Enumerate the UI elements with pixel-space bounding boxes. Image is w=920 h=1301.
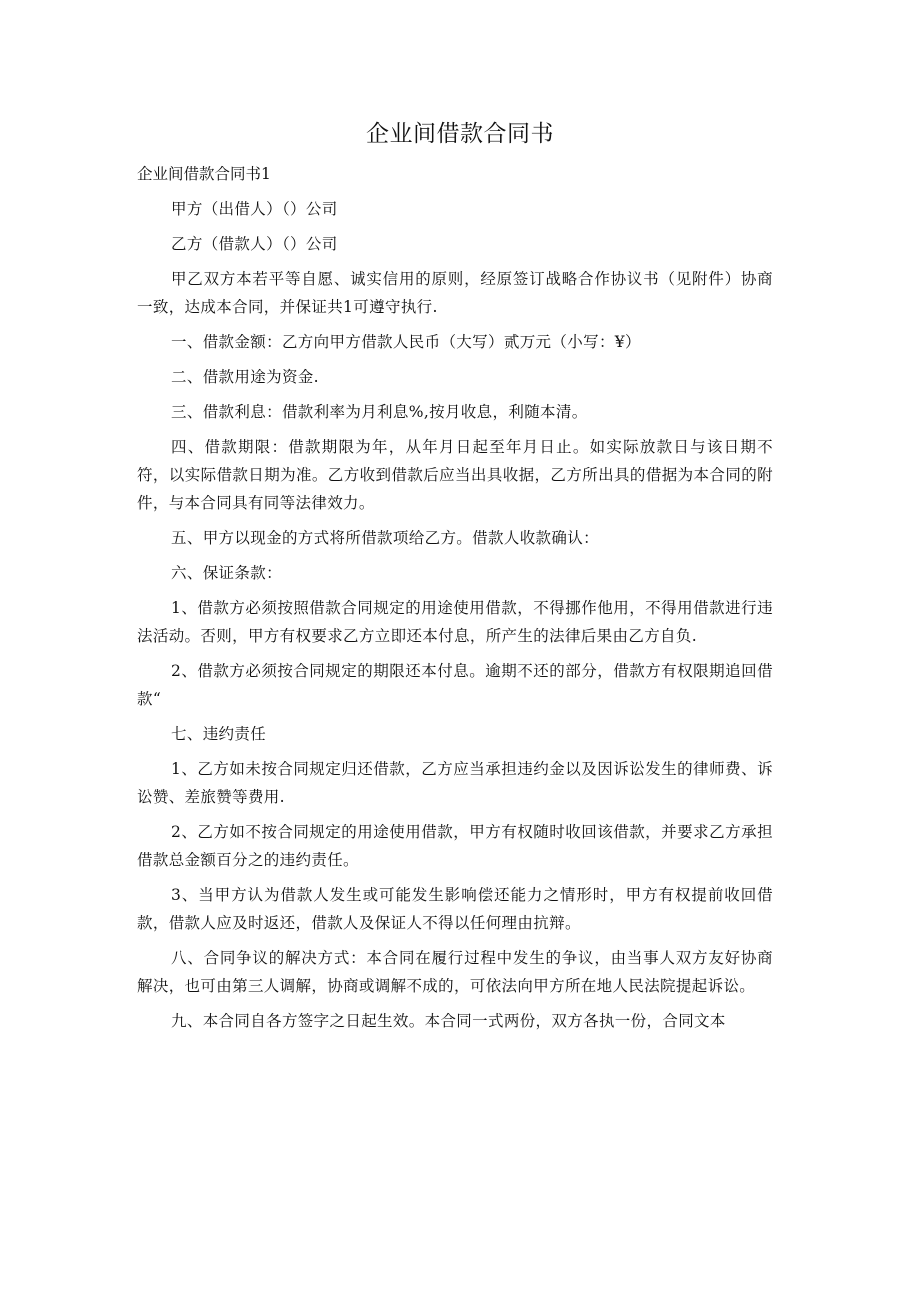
guarantee-item-2: 2、借款方必须按合同规定的期限还本付息。逾期不还的部分，借款方有权限期追回借款“ bbox=[137, 662, 773, 708]
clause-payment-method: 五、甲方以现金的方式将所借款项给乙方。借款人收款确认： bbox=[171, 529, 599, 547]
clause-loan-amount: 一、借款金额：乙方向甲方借款人民币（大写）贰万元（小写：¥） bbox=[171, 333, 641, 351]
breach-item-3: 3、当甲方认为借款人发生或可能发生影响偿还能力之情形时，甲方有权提前收回借款，借款人应及时返还，借款人及保证人不得以任何理由抗辩。 bbox=[137, 886, 773, 932]
preamble-paragraph: 甲乙双方本若平等自愿、诚实信用的原则，经原签订战略合作协议书（见附件）协商一致，达成本合同，并保证共1可遵守执行. bbox=[137, 270, 773, 316]
clause-dispute-resolution: 八、合同争议的解决方式：本合同在履行过程中发生的争议，由当事人双方友好协商解决，也可由第三人调解，协商或调解不成的，可依法向甲方所在地人民法院提起诉讼。 bbox=[137, 949, 773, 995]
clause-loan-purpose: 二、借款用途为资金. bbox=[171, 368, 319, 386]
contract-body bbox=[137, 195, 773, 1042]
clause-breach-heading: 七、违约责任 bbox=[171, 725, 267, 743]
breach-item-1: 1、乙方如未按合同规定归还借款，乙方应当承担违约金以及因诉讼发生的律师费、诉讼赞、差旅赞等费用. bbox=[137, 760, 773, 806]
document-title: 企业间借款合同书 bbox=[366, 121, 554, 147]
clause-loan-interest: 三、借款利息：借款利率为月利息%,按月收息，利随本清。 bbox=[171, 403, 588, 421]
clause-effectiveness: 九、本合同自各方签字之日起生效。本合同一式两份，双方各执一份，合同文本 bbox=[171, 1012, 726, 1030]
document-subtitle: 企业间借款合同书1 bbox=[137, 165, 271, 183]
party-a-line: 甲方（出借人）（）公司 bbox=[171, 200, 338, 218]
party-b-line: 乙方（借款人）（）公司 bbox=[171, 235, 338, 253]
breach-item-2: 2、乙方如不按合同规定的用途使用借款，甲方有权随时收回该借款，并要求乙方承担借款总金额百分之的违约责任。 bbox=[137, 823, 773, 869]
clause-guarantee-heading: 六、保证条款： bbox=[171, 564, 282, 582]
clause-loan-term: 四、借款期限：借款期限为年，从年月日起至年月日止。如实际放款日与该日期不符，以实际借款日期为准。乙方收到借款后应当出具收据，乙方所出具的借据为本合同的附件，与本合同具有同等法律效力。 bbox=[137, 438, 773, 512]
guarantee-item-1: 1、借款方必须按照借款合同规定的用途使用借款，不得挪作他用，不得用借款进行违法活动。否则，甲方有权要求乙方立即还本付息，所产生的法律后果由乙方自负. bbox=[137, 599, 773, 645]
